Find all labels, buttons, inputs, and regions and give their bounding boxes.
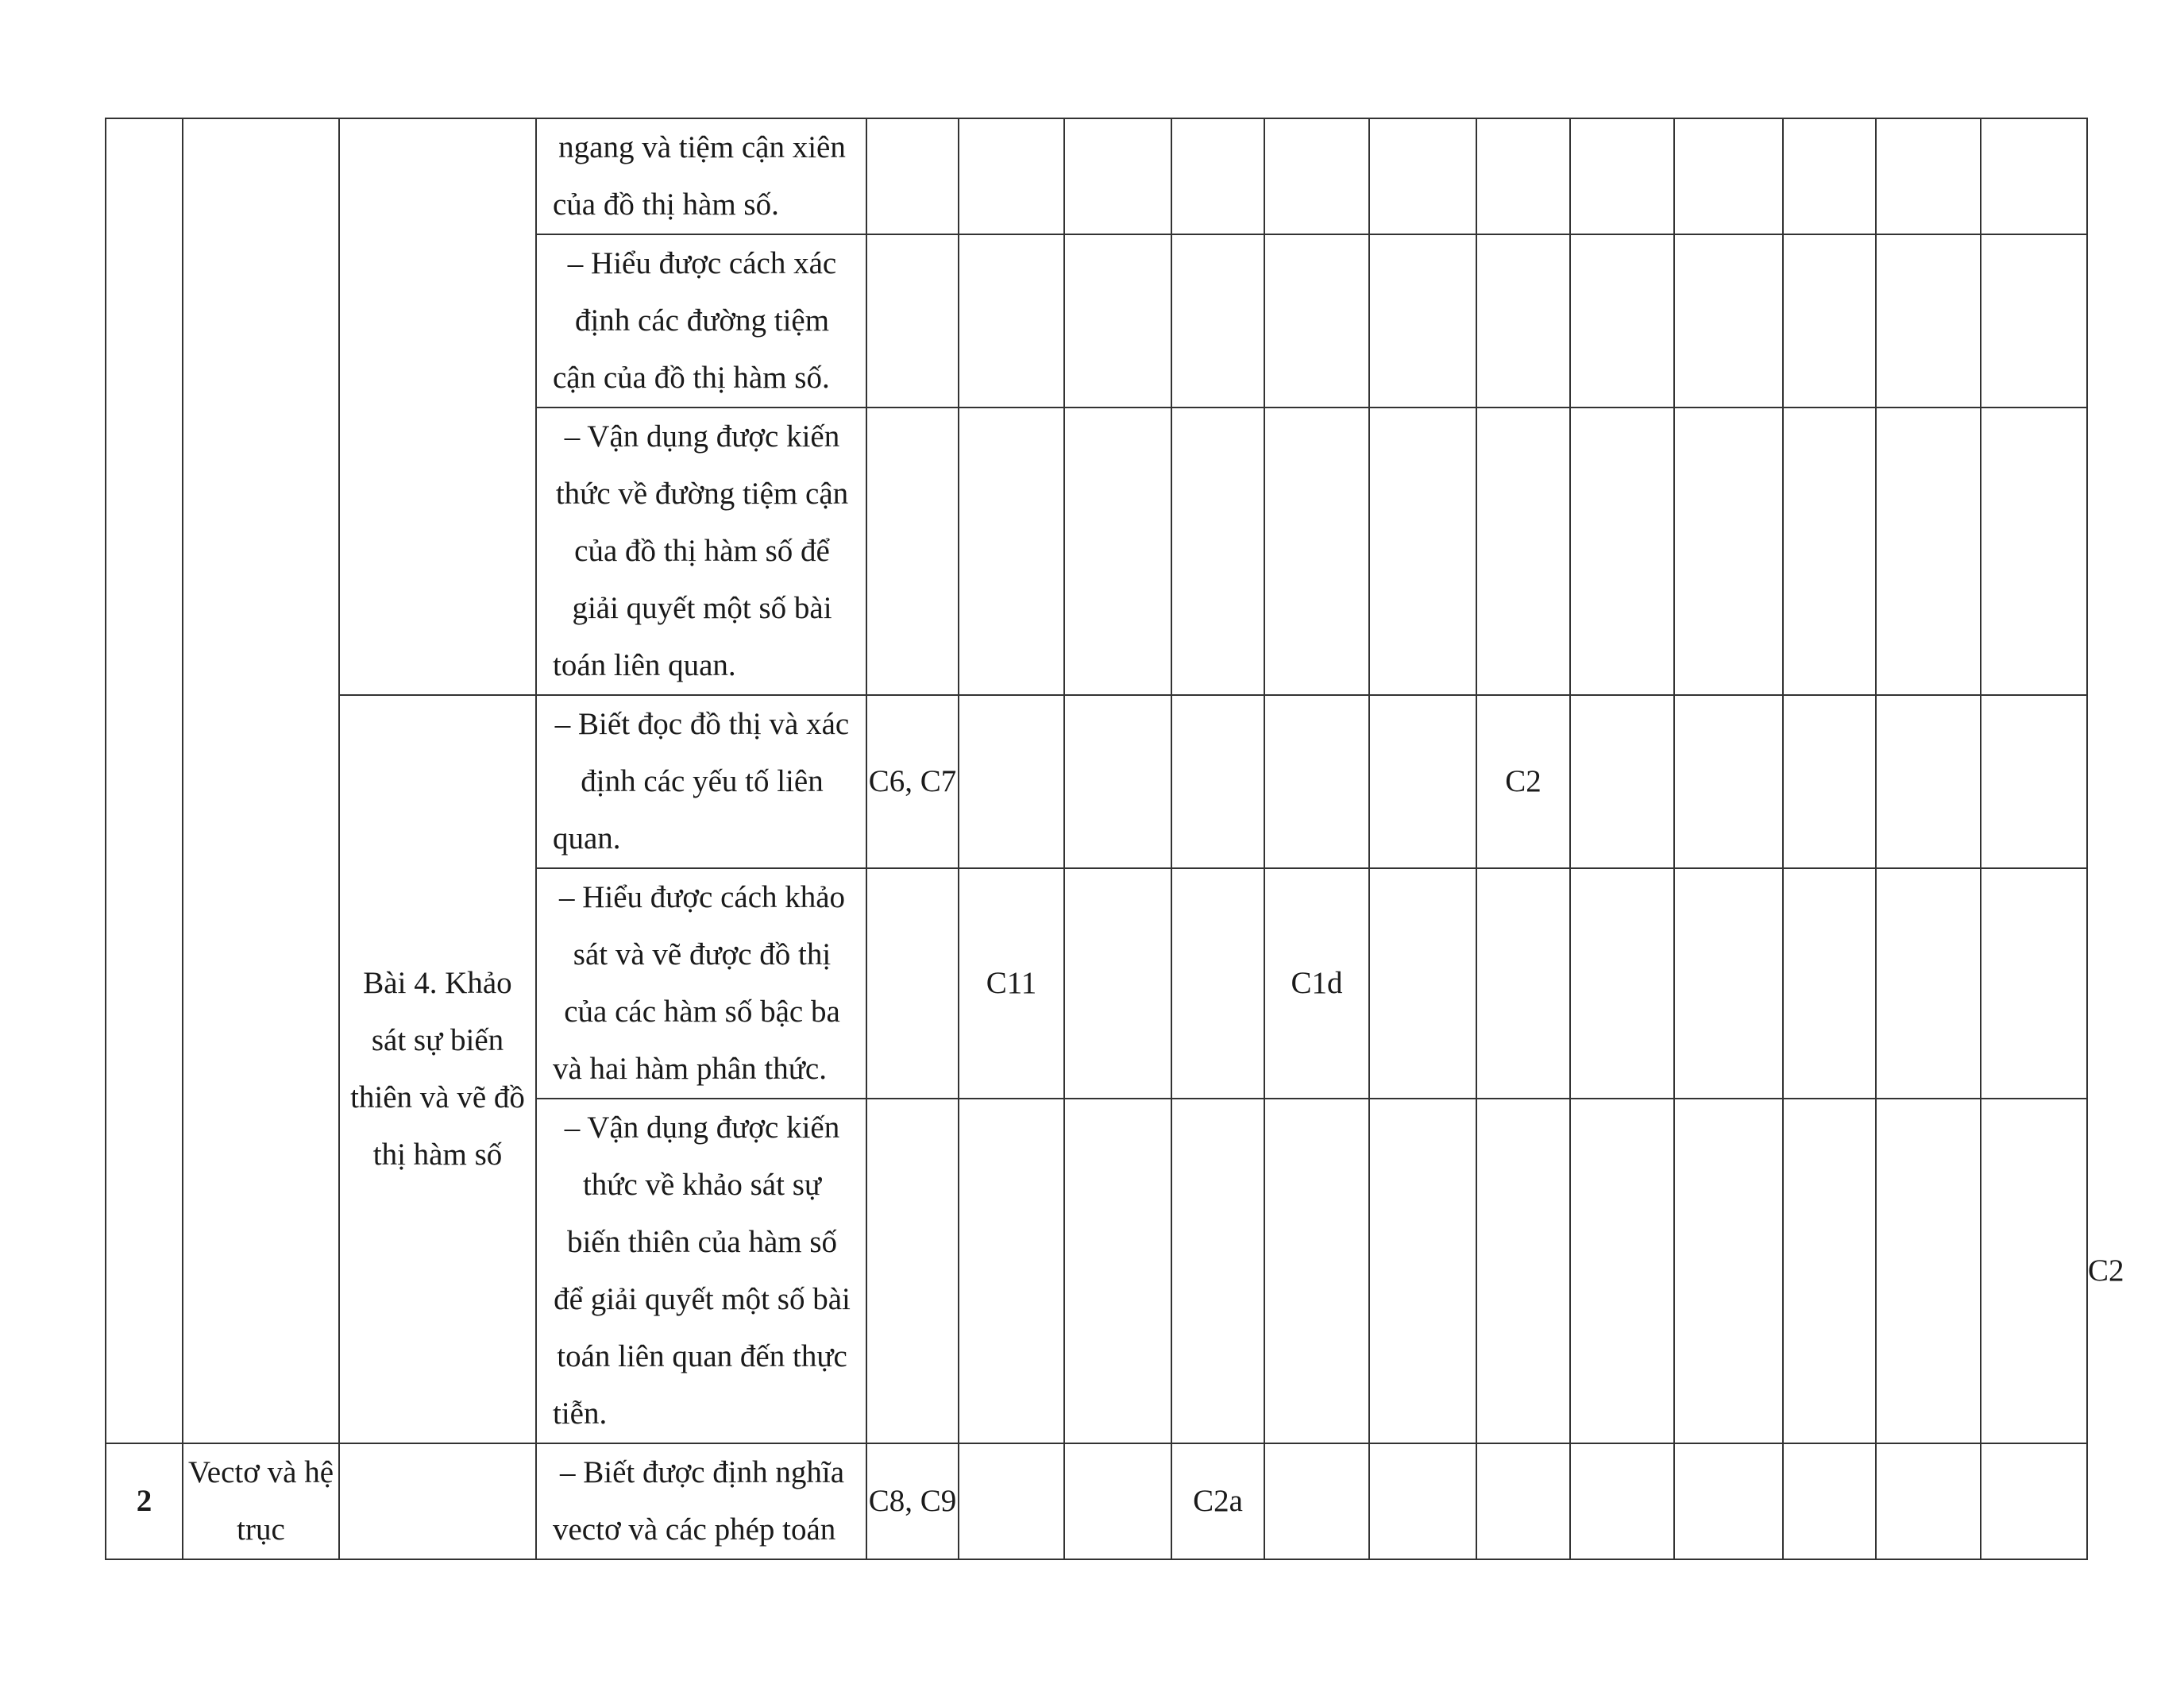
matrix-cell (1064, 408, 1171, 695)
matrix-cell (1264, 695, 1369, 868)
matrix-cell (1064, 695, 1171, 868)
matrix-cell (959, 234, 1064, 408)
table-row (106, 1443, 2087, 1559)
matrix-cell (959, 408, 1064, 695)
lesson-cell (339, 118, 536, 695)
matrix-cell (1674, 118, 1783, 234)
matrix-cell (1570, 1099, 1674, 1443)
matrix-cell: C6, C7 (866, 695, 959, 868)
matrix-cell (1783, 1099, 1876, 1443)
requirement-cell: – Hiểu được cách khảo sát và vẽ được đồ thị của các hàm số bậc ba và hai hàm phân thức. (536, 868, 866, 1099)
topic-cell: Vectơ và hệ trục (183, 1443, 339, 1559)
matrix-cell (1476, 1443, 1570, 1559)
matrix-cell (1876, 868, 1981, 1099)
matrix-cell (1876, 118, 1981, 234)
matrix-cell (1876, 234, 1981, 408)
matrix-cell (866, 408, 959, 695)
matrix-cell (1981, 1099, 2087, 1443)
matrix-cell (1570, 118, 1674, 234)
requirement-cell: ngang và tiệm cận xiên của đồ thị hàm số. (536, 118, 866, 234)
matrix-cell: C1d (1264, 868, 1369, 1099)
matrix-cell (1570, 408, 1674, 695)
matrix-cell (1369, 408, 1476, 695)
matrix-cell (1981, 118, 2087, 234)
matrix-cell (1369, 1099, 1476, 1443)
matrix-cell (1064, 868, 1171, 1099)
requirement-cell: – Biết đọc đồ thị và xác định các yếu tố liên quan. (536, 695, 866, 868)
matrix-cell (1570, 1443, 1674, 1559)
matrix-cell (866, 868, 959, 1099)
matrix-cell (1064, 1099, 1171, 1443)
matrix-cell (1369, 868, 1476, 1099)
matrix-cell (1783, 695, 1876, 868)
matrix-cell (1570, 868, 1674, 1099)
matrix-cell (1064, 118, 1171, 234)
matrix-cell (1783, 868, 1876, 1099)
matrix-cell (1476, 118, 1570, 234)
assessment-matrix-table (105, 118, 2124, 1560)
matrix-cell (1674, 1443, 1783, 1559)
matrix-cell (1876, 408, 1981, 695)
matrix-cell (1674, 408, 1783, 695)
matrix-cell (1171, 408, 1264, 695)
matrix-cell (1783, 234, 1876, 408)
matrix-cell (1783, 118, 1876, 234)
matrix-cell (1476, 868, 1570, 1099)
matrix-cell (1264, 118, 1369, 234)
matrix-cell (959, 1443, 1064, 1559)
matrix-cell: C2 (1476, 695, 1570, 868)
matrix-cell (1064, 1443, 1171, 1559)
matrix-cell (1674, 695, 1783, 868)
matrix-cell (1171, 118, 1264, 234)
requirement-cell: – Biết được định nghĩa vectơ và các phép toán (536, 1443, 866, 1559)
stt-cell: 2 (106, 1443, 183, 1559)
matrix-cell (1570, 695, 1674, 868)
matrix-cell (1783, 1443, 1876, 1559)
requirement-cell: – Vận dụng được kiến thức về khảo sát sự biến thiên của hàm số để giải quyết một số bài toán liên quan đến thực tiễn. (536, 1099, 866, 1443)
matrix-cell (1674, 234, 1783, 408)
matrix-cell (1981, 1443, 2087, 1559)
matrix-cell (866, 234, 959, 408)
matrix-cell (1476, 408, 1570, 695)
matrix-cell (1369, 695, 1476, 868)
matrix-cell: C2a (1171, 1443, 1264, 1559)
matrix-cell (1876, 1099, 1981, 1443)
matrix-cell (1570, 234, 1674, 408)
matrix-cell (1369, 1443, 1476, 1559)
matrix-cell (1981, 234, 2087, 408)
matrix-cell (1476, 234, 1570, 408)
matrix-cell (959, 118, 1064, 234)
table-row (106, 118, 2087, 234)
requirement-cell: – Hiểu được cách xác định các đường tiệm cận của đồ thị hàm số. (536, 234, 866, 408)
table-row: – Vận dụng được kiến thức về khảo sát sự biến thiên của hàm số để giải quyết một số bài toán liên quan đến thực tiễn. C2 (106, 1099, 2087, 1443)
matrix-cell (1064, 234, 1171, 408)
matrix-cell (1171, 868, 1264, 1099)
matrix-cell (1783, 408, 1876, 695)
table-row (106, 695, 2087, 868)
matrix-cell: C8, C9 (866, 1443, 959, 1559)
matrix-cell (1876, 1443, 1981, 1559)
matrix-cell (1264, 1099, 1369, 1443)
matrix-cell (1264, 1443, 1369, 1559)
lesson-cell (339, 1443, 536, 1559)
requirement-cell: – Vận dụng được kiến thức về đường tiệm cận của đồ thị hàm số để giải quyết một số bài toán liên quan. (536, 408, 866, 695)
matrix-cell (1369, 234, 1476, 408)
matrix-cell (1369, 118, 1476, 234)
matrix-cell (1981, 695, 2087, 868)
matrix-cell (959, 695, 1064, 868)
matrix-cell (866, 118, 959, 234)
lesson-cell: Bài 4. Khảo sát sự biến thiên và vẽ đồ thị hàm số (339, 695, 536, 1443)
matrix-cell (1171, 695, 1264, 868)
matrix-cell (1171, 1099, 1264, 1443)
stt-cell (106, 118, 183, 1443)
matrix-cell: C11 (959, 868, 1064, 1099)
matrix-cell (1171, 234, 1264, 408)
matrix-cell (866, 1099, 959, 1443)
matrix-cell (1264, 234, 1369, 408)
matrix-cell (959, 1099, 1064, 1443)
matrix-cell (1674, 1099, 1783, 1443)
matrix-cell (1876, 695, 1981, 868)
topic-cell (183, 118, 339, 1443)
matrix-cell (1264, 408, 1369, 695)
matrix-cell (1476, 1099, 1570, 1443)
matrix-cell (1981, 868, 2087, 1099)
matrix-cell (1981, 408, 2087, 695)
matrix-cell (1674, 868, 1783, 1099)
